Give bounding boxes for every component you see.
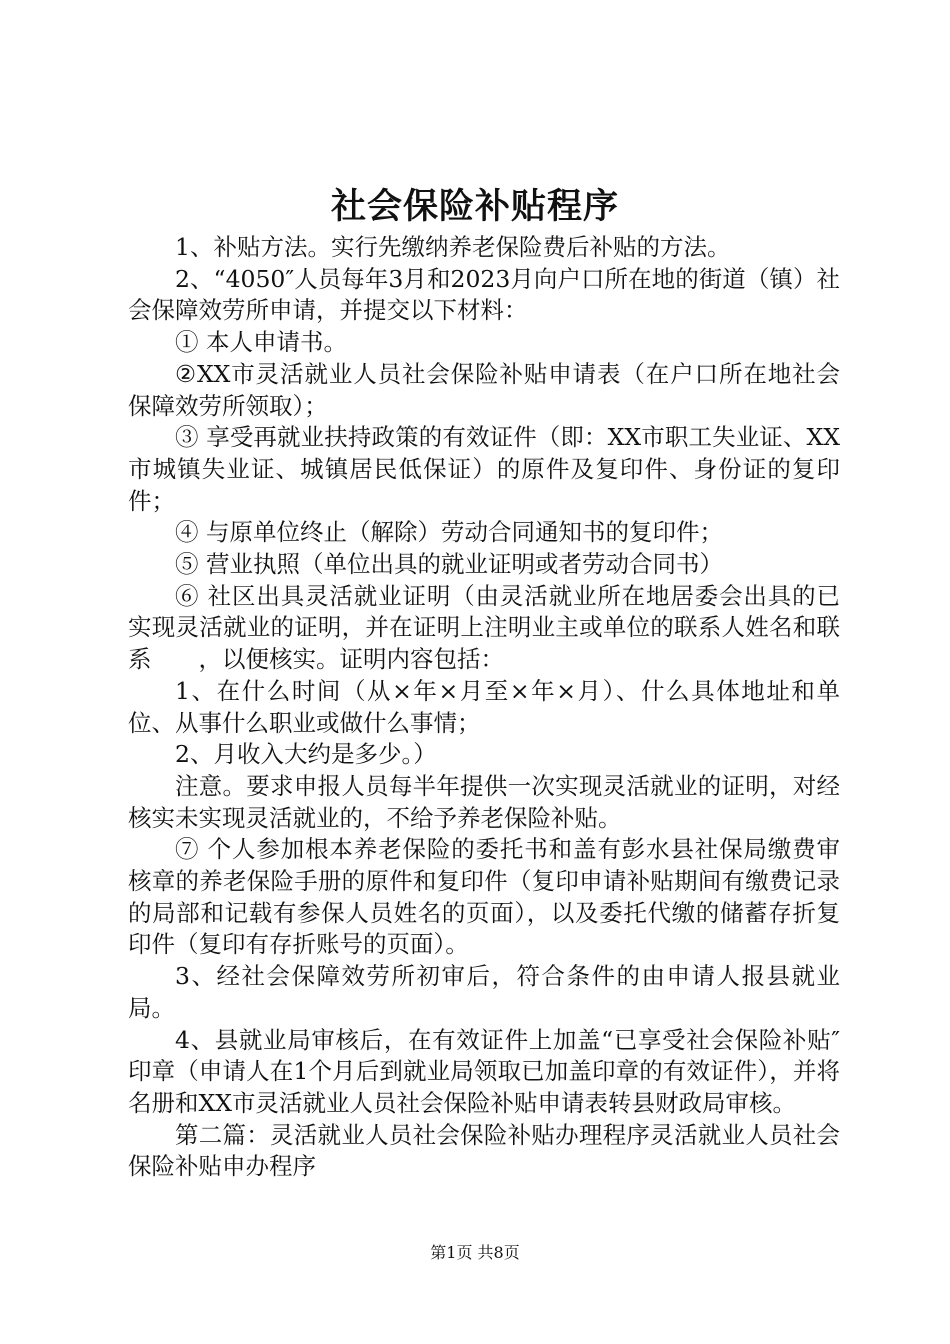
- paragraph: ③ 享受再就业扶持政策的有效证件（即：XX市职工失业证、XX市城镇失业证、城镇居民低保证）的原件及复印件、身份证的复印件；: [128, 423, 840, 515]
- document-body: [128, 232, 840, 1183]
- paragraph: 3、经社会保障效劳所初审后，符合条件的由申请人报县就业局。: [128, 962, 840, 1022]
- document-title: 社会保险补贴程序: [330, 187, 619, 227]
- paragraph: 第二篇：灵活就业人员社会保险补贴办理程序灵活就业人员社会保险补贴申办程序: [128, 1120, 840, 1181]
- page-number-footer: 第1页 共8页: [430, 1243, 520, 1262]
- paragraph: 2、“4050″人员每年3月和2023月向户口所在地的街道（镇）社会保障效劳所申请，并提交以下材料：: [128, 264, 840, 325]
- paragraph: 注意。要求申报人员每半年提供一次实现灵活就业的证明，对经核实未实现灵活就业的，不给予养老保险补贴。: [128, 771, 840, 832]
- paragraph: ②XX市灵活就业人员社会保险补贴申请表（在户口所在地社会保障效劳所领取）；: [128, 359, 840, 420]
- paragraph: 1、在什么时间（从×年×月至×年×月）、什么具体地址和单位、从事什么职业或做什么事情；: [128, 676, 840, 737]
- paragraph: 1、补贴方法。实行先缴纳养老保险费后补贴的方法。: [175, 233, 731, 261]
- paragraph: ④ 与原单位终止（解除）劳动合同通知书的复印件；: [175, 518, 723, 547]
- paragraph: 2、月收入大约是多少。）: [175, 740, 437, 769]
- paragraph: 4、县就业局审核后，在有效证件上加盖“已享受社会保险补贴″印章（申请人在1个月后到就业局领取已加盖印章的有效证件），并将名册和XX市灵活就业人员社会保险补贴申请表转县财政局审核。: [128, 1025, 840, 1117]
- paragraph: ① 本人申请书。: [175, 328, 347, 357]
- paragraph: ⑦ 个人参加根本养老保险的委托书和盖有彭水县社保局缴费审核章的养老保险手册的原件和复印件（复印申请补贴期间有缴费记录的局部和记载有参保人员姓名的页面），以及委托代缴的储蓄存折复印件（复印有存折账号的页面）。: [128, 835, 840, 959]
- paragraph: ⑥ 社区出具灵活就业证明（由灵活就业所在地居委会出具的已实现灵活就业的证明，并在证明上注明业主或单位的联系人姓名和联系 ，以便核实。证明内容包括：: [128, 581, 840, 674]
- paragraph: ⑤ 营业执照（单位出具的就业证明或者劳动合同书）: [175, 550, 723, 579]
